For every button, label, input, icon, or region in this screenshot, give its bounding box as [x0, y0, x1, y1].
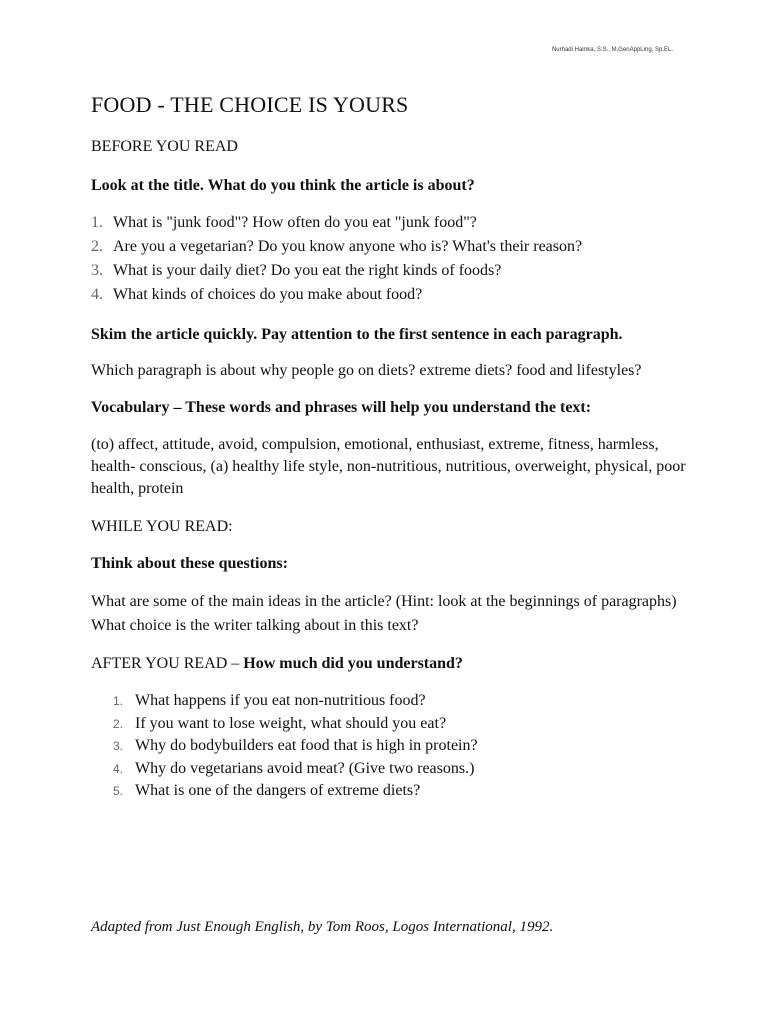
question-number: 3. [91, 262, 103, 279]
think-about-prompt: Think about these questions: [91, 555, 288, 572]
question-number: 1. [113, 694, 124, 708]
main-ideas-question: What are some of the main ideas in the article? (Hint: look at the beginnings of paragraphs) What choice is the writer talking about in this text? [91, 593, 677, 634]
question-text: What is your daily diet? Do you eat the right kinds of foods? [113, 262, 502, 279]
while-you-read-heading: WHILE YOU READ: [91, 518, 233, 535]
header-author-note: Nurhadi Hamka, S.S., M.GenAppLing, Sp.EL. [551, 47, 673, 53]
list-item [91, 235, 691, 259]
list-item [113, 758, 691, 781]
which-paragraph-question: Which paragraph is about why people go on diets? extreme diets? food and lifestyles? [91, 362, 642, 379]
vocabulary-heading: Vocabulary – These words and phrases will help you understand the text: [91, 399, 592, 416]
question-number: 4. [91, 286, 103, 303]
document-body [91, 92, 691, 803]
after-heading-bold: How much did you understand? [243, 655, 463, 672]
question-text: What kinds of choices do you make about food? [113, 286, 423, 303]
question-number: 1. [91, 214, 103, 231]
question-text: If you want to lose weight, what should you eat? [135, 714, 447, 732]
list-item [91, 211, 691, 235]
question-text: Why do bodybuilders eat food that is high in protein? [135, 737, 478, 754]
list-item [113, 713, 691, 736]
look-at-title-prompt: Look at the title. What do you think the article is about? [91, 177, 475, 194]
page-title: FOOD - THE CHOICE IS YOURS [91, 92, 409, 117]
list-item [91, 283, 691, 307]
before-reading-questions [91, 211, 691, 307]
list-item [113, 690, 691, 713]
question-text: What is one of the dangers of extreme diets? [135, 782, 421, 799]
question-number: 2. [113, 716, 124, 731]
after-you-read-heading [91, 653, 691, 675]
list-item [113, 780, 691, 803]
skim-instruction: Skim the article quickly. Pay attention to the first sentence in each paragraph. [91, 326, 623, 343]
source-credit: Adapted from Just Enough English, by Tom Roos, Logos International, 1992. [91, 919, 554, 935]
list-item [91, 259, 691, 283]
question-text: Are you a vegetarian? Do you know anyone who is? What's their reason? [113, 238, 583, 255]
question-number: 3. [113, 739, 124, 753]
before-you-read-heading: BEFORE YOU READ [91, 138, 238, 155]
question-number: 4. [113, 761, 124, 776]
question-number: 2. [91, 238, 103, 255]
after-heading-text: AFTER YOU READ – [91, 655, 240, 672]
question-text: What is "junk food"? How often do you eat "junk food"? [113, 214, 477, 231]
list-item [113, 735, 691, 758]
question-text: What happens if you eat non-nutritious food? [135, 692, 426, 709]
vocabulary-list: (to) affect, attitude, avoid, compulsion, emotional, enthusiast, extreme, fitness, harmless, health- conscious, (a) healthy life style, non-nutritious, nutritious, overweight, physical, poor health, protein [91, 436, 686, 497]
after-reading-questions [113, 690, 691, 803]
question-number: 5. [113, 784, 124, 798]
question-text: Why do vegetarians avoid meat? (Give two reasons.) [135, 759, 475, 777]
